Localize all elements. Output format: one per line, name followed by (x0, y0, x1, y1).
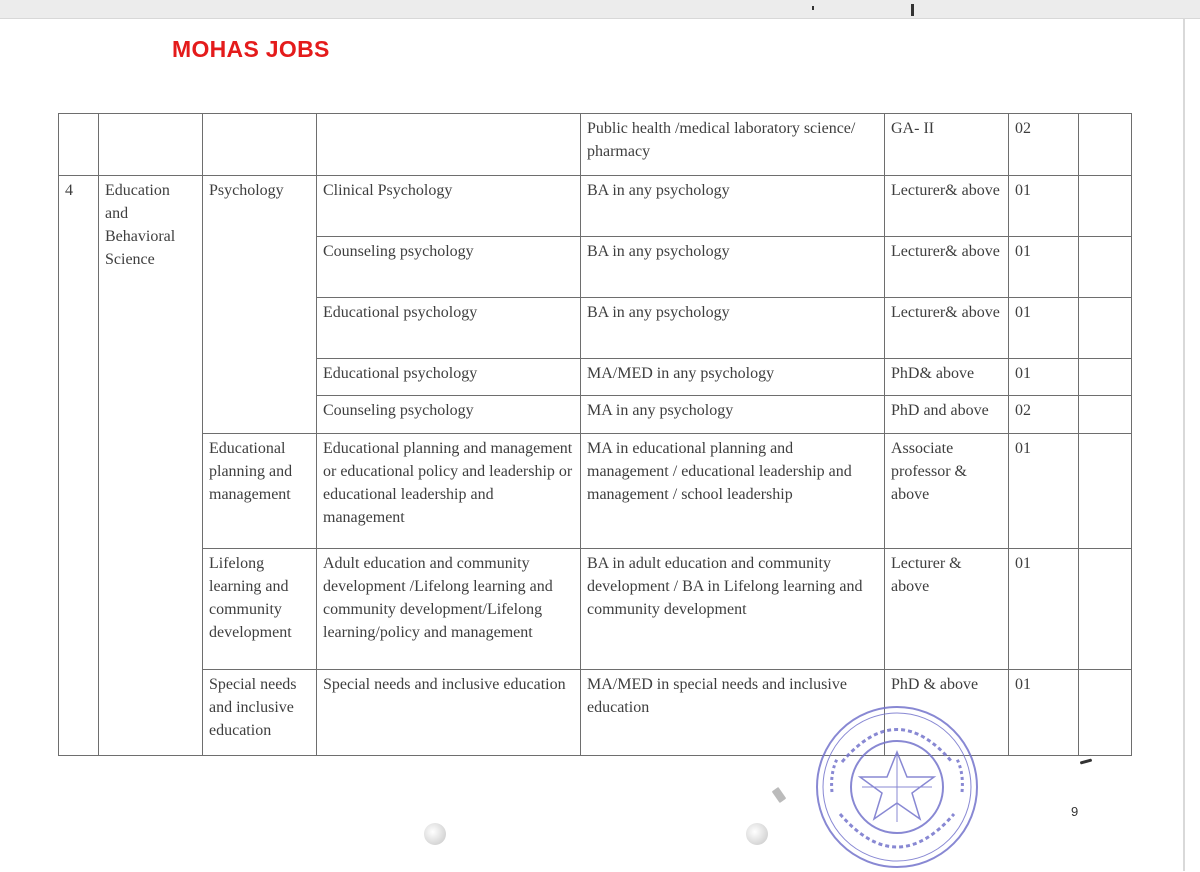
no-cell: 4 (59, 176, 99, 756)
no-cell (59, 114, 99, 176)
remark-cell (1079, 114, 1132, 176)
punch-hole (746, 823, 768, 845)
scan-speck (772, 787, 787, 803)
specialization-cell: Special needs and inclusive education (317, 670, 581, 756)
table-row (59, 176, 1132, 237)
rank-cell: Lecturer & above (885, 549, 1009, 670)
qualification-cell: MA/MED in any psychology (581, 359, 885, 396)
number-cell: 02 (1009, 114, 1079, 176)
qualification-cell: MA/MED in special needs and inclusive education (581, 670, 885, 756)
qualification-cell: MA in any psychology (581, 396, 885, 434)
number-cell: 01 (1009, 237, 1079, 298)
college-cell (99, 114, 203, 176)
specialization-cell: Clinical Psychology (317, 176, 581, 237)
scan-mark (911, 4, 914, 16)
number-cell: 01 (1009, 176, 1079, 237)
remark-cell (1079, 549, 1132, 670)
department-cell: Psychology (203, 176, 317, 434)
qualification-cell: BA in adult education and community development / BA in Lifelong learning and community development (581, 549, 885, 670)
remark-cell (1079, 298, 1132, 359)
table-row (59, 549, 1132, 670)
department-cell: Special needs and inclusive education (203, 670, 317, 756)
punch-hole (424, 823, 446, 845)
remark-cell (1079, 359, 1132, 396)
specialization-cell: Counseling psychology (317, 237, 581, 298)
remark-cell (1079, 237, 1132, 298)
remark-cell (1079, 396, 1132, 434)
specialization-cell: Counseling psychology (317, 396, 581, 434)
qualification-cell: MA in educational planning and management / educational leadership and management / school leadership (581, 434, 885, 549)
specialization-cell (317, 114, 581, 176)
table-row (59, 434, 1132, 549)
rank-cell: PhD & above (885, 670, 1009, 756)
specialization-cell: Educational psychology (317, 359, 581, 396)
scan-speck (812, 6, 814, 10)
rank-cell: GA- II (885, 114, 1009, 176)
table-row (59, 114, 1132, 176)
vacancy-table (58, 113, 1132, 756)
specialization-cell: Educational planning and management or educational policy and leadership or educational leadership and management (317, 434, 581, 549)
qualification-cell: BA in any psychology (581, 176, 885, 237)
rank-cell: Lecturer& above (885, 176, 1009, 237)
paper-edge (1183, 18, 1185, 871)
remark-cell (1079, 434, 1132, 549)
rank-cell: PhD and above (885, 396, 1009, 434)
qualification-cell: BA in any psychology (581, 298, 885, 359)
university-seal-icon (812, 702, 982, 872)
scan-speck (1080, 758, 1092, 764)
number-cell: 01 (1009, 359, 1079, 396)
rank-cell: Associate professor & above (885, 434, 1009, 549)
number-cell: 01 (1009, 298, 1079, 359)
remark-cell (1079, 670, 1132, 756)
rank-cell: Lecturer& above (885, 298, 1009, 359)
department-cell: Lifelong learning and community development (203, 549, 317, 670)
college-cell: Education and Behavioral Science (99, 176, 203, 756)
department-cell (203, 114, 317, 176)
page-number: 9 (1071, 804, 1079, 819)
specialization-cell: Educational psychology (317, 298, 581, 359)
number-cell: 02 (1009, 396, 1079, 434)
number-cell: 01 (1009, 670, 1079, 756)
watermark: MOHAS JOBS (172, 36, 330, 62)
specialization-cell: Adult education and community development /Lifelong learning and community development/Lifelong learning/policy and management (317, 549, 581, 670)
rank-cell: PhD& above (885, 359, 1009, 396)
rank-cell: Lecturer& above (885, 237, 1009, 298)
qualification-cell: Public health /medical laboratory science/ pharmacy (581, 114, 885, 176)
number-cell: 01 (1009, 434, 1079, 549)
scan-top-border (0, 0, 1200, 19)
department-cell: Educational planning and management (203, 434, 317, 549)
number-cell: 01 (1009, 549, 1079, 670)
qualification-cell: BA in any psychology (581, 237, 885, 298)
remark-cell (1079, 176, 1132, 237)
